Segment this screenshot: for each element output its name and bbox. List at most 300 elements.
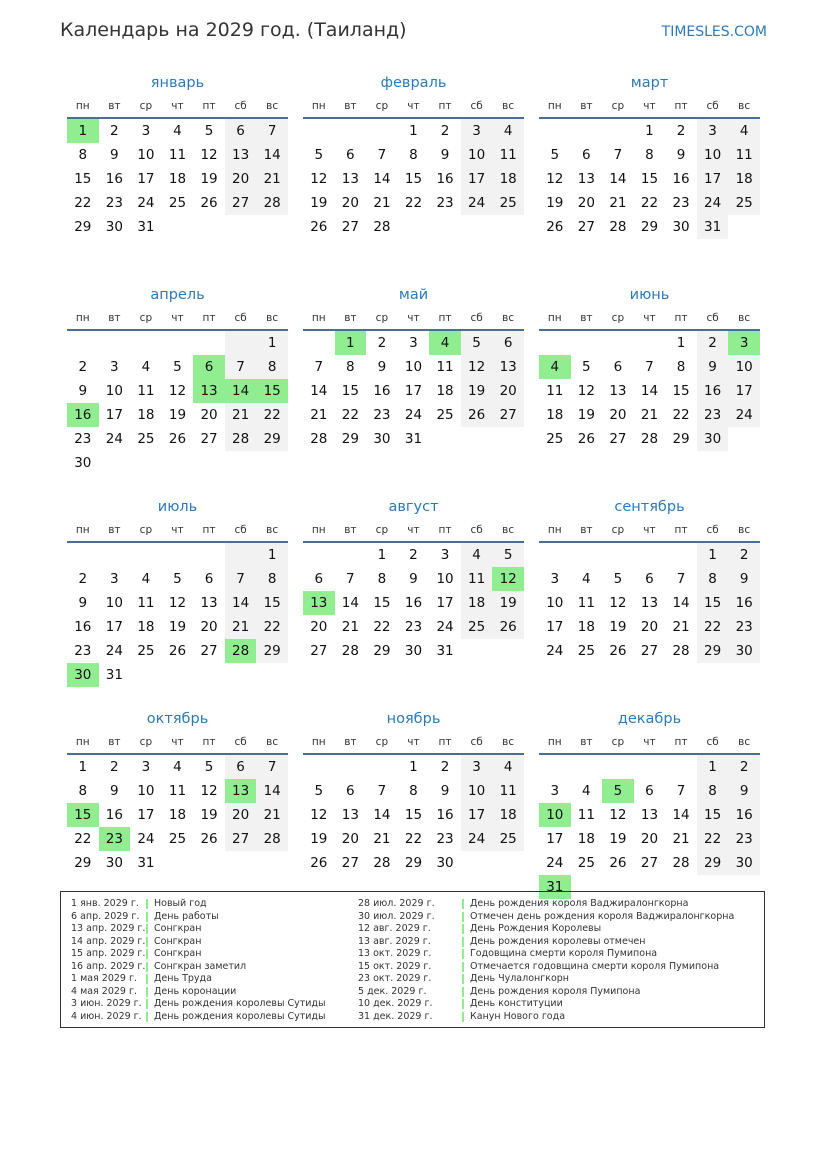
legend-row (358, 911, 764, 924)
legend-date: 30 июл. 2029 г. (358, 910, 435, 922)
day-cell: 5 (204, 123, 214, 139)
day-cell: 7 (256, 755, 288, 779)
legend-date: 13 окт. 2029 г. (358, 948, 432, 959)
day-cell: 18 (461, 591, 493, 615)
day-cell: 8 (409, 147, 418, 163)
day-cell: 27 (200, 643, 218, 659)
day-cell: 20 (609, 407, 627, 423)
weekday-label: ср (375, 736, 389, 748)
day-cell: 26 (310, 219, 328, 235)
weekday-label: вс (266, 100, 279, 112)
day-cell: 22 (256, 403, 288, 427)
weekday-label: пт (438, 100, 452, 112)
legend-date: 16 апр. 2029 г. (71, 960, 146, 972)
legend-marker (462, 974, 464, 984)
weekday-label: сб (470, 524, 483, 536)
day-cell: 8 (256, 567, 288, 591)
day-cell: 29 (672, 431, 690, 447)
day-cell: 23 (74, 643, 92, 659)
day-cell: 25 (436, 407, 454, 423)
weekday-header (539, 520, 760, 543)
weekday-label: сб (706, 100, 719, 112)
legend-row (71, 948, 358, 961)
day-cell: 12 (310, 807, 328, 823)
day-cell: 24 (697, 191, 729, 215)
day-cell: 28 (373, 855, 391, 871)
day-cell: 22 (640, 195, 659, 211)
day-cell: 24 (105, 643, 123, 659)
day-cell: 8 (697, 779, 729, 803)
day-cell: 12 (461, 355, 493, 379)
day-cell: 3 (697, 119, 729, 143)
weekday-label: чт (643, 100, 656, 112)
empty-day-cell (162, 543, 194, 567)
weekday-label: пн (311, 736, 326, 748)
day-cell: 11 (492, 143, 524, 167)
weekday-label: сб (470, 312, 483, 324)
legend-marker (462, 937, 464, 947)
day-cell: 10 (105, 383, 123, 399)
day-cell: 7 (314, 359, 324, 375)
legend-holiday-name: День рождения королевы отмечен (470, 935, 646, 947)
day-cell: 14 (672, 807, 690, 823)
legend-marker (146, 1012, 148, 1022)
day-cell: 3 (440, 547, 450, 563)
day-cell: 22 (341, 407, 359, 423)
month-calendar (303, 494, 524, 685)
holiday-day-cell: 14 (225, 379, 257, 403)
weekday-label: ср (611, 100, 625, 112)
day-cell: 16 (697, 379, 729, 403)
legend-column-right (358, 898, 764, 1027)
month-name: февраль (380, 75, 447, 91)
day-cell: 26 (609, 855, 627, 871)
day-cell: 7 (676, 571, 686, 587)
day-cell: 26 (492, 615, 524, 639)
day-cell: 19 (609, 831, 627, 847)
weekday-label: вс (266, 524, 279, 536)
month-calendar (67, 70, 288, 261)
month-name: июль (157, 499, 198, 515)
day-cell: 25 (728, 191, 760, 215)
holiday-day-cell: 1 (335, 331, 367, 355)
weekday-label: пн (75, 100, 90, 112)
weekday-label: вт (344, 312, 357, 324)
day-cell: 7 (346, 571, 355, 587)
day-cell: 28 (310, 431, 328, 447)
empty-day-cell (602, 331, 634, 355)
day-cell: 29 (74, 855, 92, 871)
site-link[interactable]: TIMESLES.COM (661, 24, 767, 40)
day-cell: 10 (697, 143, 729, 167)
day-cell: 19 (461, 379, 493, 403)
weekday-header (303, 520, 524, 543)
weekday-label: сб (706, 524, 719, 536)
empty-day-cell (634, 543, 666, 567)
day-cell: 27 (200, 431, 218, 447)
weekday-label: ср (139, 736, 153, 748)
weekday-label: чт (171, 736, 184, 748)
weekday-label: пн (547, 524, 562, 536)
day-cell: 20 (341, 195, 359, 211)
legend-date: 5 дек. 2029 г. (358, 985, 427, 997)
legend-row (71, 898, 358, 911)
legend-holiday-name: Сонгкран (154, 948, 202, 959)
empty-day-cell (130, 331, 162, 355)
weekday-label: пн (311, 100, 326, 112)
legend-row (71, 986, 358, 999)
weekday-label: пн (547, 736, 562, 748)
day-cell: 19 (200, 171, 218, 187)
day-cell: 14 (225, 591, 257, 615)
day-cell: 22 (373, 619, 391, 635)
day-cell: 16 (373, 383, 391, 399)
day-cell: 8 (409, 783, 418, 799)
day-cell: 11 (168, 147, 187, 163)
day-cell: 7 (377, 783, 387, 799)
days-grid (303, 755, 524, 875)
weekday-label: чт (643, 524, 656, 536)
month-calendar (539, 282, 760, 473)
day-cell: 13 (341, 807, 359, 823)
day-cell: 24 (546, 855, 564, 871)
legend-holiday-name: День Рождения Королевы (470, 923, 602, 934)
day-cell: 4 (141, 571, 151, 587)
empty-day-cell (366, 755, 398, 779)
empty-day-cell (67, 331, 99, 355)
legend-date: 10 дек. 2029 г. (358, 998, 433, 1009)
legend-holiday-name: День работы (154, 910, 219, 922)
weekday-header (303, 96, 524, 119)
day-cell: 4 (582, 783, 591, 799)
day-cell: 2 (110, 123, 119, 139)
weekday-header (67, 96, 288, 119)
day-cell: 18 (168, 807, 187, 823)
day-cell: 11 (728, 143, 760, 167)
day-cell: 3 (141, 759, 151, 775)
day-cell: 26 (310, 855, 328, 871)
holiday-day-cell: 10 (539, 803, 571, 827)
day-cell: 27 (341, 855, 359, 871)
day-cell: 9 (78, 595, 88, 611)
day-cell: 19 (310, 195, 328, 211)
weekday-label: сб (470, 100, 483, 112)
day-cell: 21 (256, 803, 288, 827)
day-cell: 5 (314, 147, 324, 163)
holiday-day-cell: 15 (256, 379, 288, 403)
day-cell: 11 (168, 783, 187, 799)
weekday-header (303, 732, 524, 755)
day-cell: 31 (697, 215, 729, 239)
legend-marker (146, 999, 148, 1009)
day-cell: 17 (137, 171, 155, 187)
day-cell: 28 (256, 827, 288, 851)
day-cell: 30 (697, 427, 729, 451)
day-cell: 25 (168, 195, 187, 211)
legend-marker (146, 912, 148, 922)
weekday-label: вт (344, 736, 357, 748)
day-cell: 12 (168, 383, 187, 399)
day-cell: 6 (204, 571, 214, 587)
day-cell: 6 (346, 147, 355, 163)
weekday-header (539, 732, 760, 755)
weekday-label: пт (438, 312, 452, 324)
day-cell: 29 (341, 431, 359, 447)
day-cell: 3 (461, 755, 493, 779)
day-cell: 18 (577, 831, 595, 847)
empty-day-cell (634, 755, 666, 779)
day-cell: 29 (697, 851, 729, 875)
legend-marker (462, 999, 464, 1009)
day-cell: 3 (110, 359, 119, 375)
weekday-label: вс (266, 312, 279, 324)
day-cell: 13 (640, 807, 659, 823)
day-cell: 20 (200, 407, 218, 423)
weekday-label: сб (470, 736, 483, 748)
day-cell: 11 (137, 595, 155, 611)
day-cell: 25 (137, 431, 155, 447)
empty-day-cell (99, 331, 131, 355)
day-cell: 20 (640, 831, 659, 847)
page-title: Календарь на 2029 год. (Таиланд) (60, 19, 407, 41)
day-cell: 30 (74, 455, 92, 471)
empty-day-cell (67, 543, 99, 567)
empty-day-cell (193, 331, 225, 355)
day-cell: 5 (492, 543, 524, 567)
day-cell: 26 (577, 431, 595, 447)
day-cell: 10 (728, 355, 760, 379)
legend-marker (146, 987, 148, 997)
day-cell: 10 (546, 595, 564, 611)
weekday-label: ср (611, 312, 625, 324)
day-cell: 29 (74, 219, 92, 235)
day-cell: 9 (110, 783, 119, 799)
day-cell: 12 (577, 383, 595, 399)
weekday-label: чт (171, 312, 184, 324)
weekday-label: вс (738, 312, 751, 324)
day-cell: 17 (546, 831, 564, 847)
weekday-label: пн (75, 312, 90, 324)
holiday-day-cell: 5 (602, 779, 634, 803)
days-grid (67, 543, 288, 687)
days-grid (303, 119, 524, 239)
holiday-day-cell: 1 (67, 119, 99, 143)
weekday-label: ср (611, 736, 625, 748)
day-cell: 9 (728, 779, 760, 803)
days-grid (303, 331, 524, 451)
day-cell: 31 (436, 643, 454, 659)
day-cell: 9 (697, 355, 729, 379)
legend-date: 12 авг. 2029 г. (358, 923, 431, 934)
day-cell: 9 (409, 571, 418, 587)
month-calendar (539, 706, 760, 897)
day-cell: 28 (640, 431, 659, 447)
day-cell: 3 (110, 571, 119, 587)
day-cell: 14 (373, 171, 391, 187)
day-cell: 7 (225, 567, 257, 591)
month-name: октябрь (146, 711, 209, 727)
empty-day-cell (539, 755, 571, 779)
day-cell: 27 (640, 855, 659, 871)
month-calendar (303, 70, 524, 261)
day-cell: 27 (609, 431, 627, 447)
days-grid (539, 543, 760, 663)
day-cell: 18 (728, 167, 760, 191)
day-cell: 26 (168, 643, 187, 659)
day-cell: 28 (609, 219, 627, 235)
day-cell: 1 (256, 543, 288, 567)
day-cell: 21 (373, 195, 391, 211)
day-cell: 25 (461, 615, 493, 639)
day-cell: 11 (461, 567, 493, 591)
day-cell: 30 (672, 219, 690, 235)
legend-marker (462, 962, 464, 972)
legend-row (358, 986, 764, 999)
day-cell: 17 (461, 803, 493, 827)
day-cell: 15 (640, 171, 659, 187)
day-cell: 11 (137, 383, 155, 399)
day-cell: 14 (672, 595, 690, 611)
day-cell: 23 (105, 195, 123, 211)
month-calendar (67, 494, 288, 685)
day-cell: 2 (377, 335, 387, 351)
legend-holiday-name: День рождения королевы Сутиды (154, 1010, 326, 1022)
day-cell: 14 (341, 595, 359, 611)
weekday-label: вс (502, 100, 515, 112)
weekday-header (67, 520, 288, 543)
day-cell: 4 (492, 755, 524, 779)
day-cell: 12 (200, 147, 218, 163)
day-cell: 4 (728, 119, 760, 143)
day-cell: 25 (168, 831, 187, 847)
weekday-label: пт (674, 736, 688, 748)
days-grid (67, 331, 288, 475)
weekday-label: ср (375, 312, 389, 324)
day-cell: 10 (436, 571, 454, 587)
weekday-label: сб (234, 524, 247, 536)
day-cell: 2 (78, 359, 88, 375)
day-cell: 6 (645, 571, 654, 587)
day-cell: 25 (492, 191, 524, 215)
day-cell: 1 (256, 331, 288, 355)
legend-holiday-name: День рождения короля Пумипона (470, 985, 641, 997)
month-name: май (398, 287, 429, 303)
day-cell: 23 (728, 615, 760, 639)
month-calendar (67, 282, 288, 473)
day-cell: 29 (373, 643, 391, 659)
legend-marker (462, 899, 464, 909)
day-cell: 21 (225, 615, 257, 639)
day-cell: 25 (577, 643, 595, 659)
day-cell: 8 (78, 783, 88, 799)
day-cell: 5 (550, 147, 560, 163)
day-cell: 21 (640, 407, 659, 423)
day-cell: 12 (609, 807, 627, 823)
day-cell: 6 (492, 331, 524, 355)
day-cell: 16 (672, 171, 690, 187)
day-cell: 12 (546, 171, 564, 187)
legend-holiday-name: День Чулалонгкорн (470, 973, 570, 984)
legend-holiday-name: Новый год (154, 898, 207, 909)
day-cell: 17 (404, 383, 423, 399)
day-cell: 26 (200, 831, 218, 847)
month-calendar (539, 70, 760, 261)
legend-holiday-name: Канун Нового года (470, 1010, 566, 1022)
day-cell: 19 (546, 195, 564, 211)
day-cell: 18 (577, 619, 595, 635)
day-cell: 29 (640, 219, 659, 235)
day-cell: 28 (373, 219, 391, 235)
weekday-label: ср (375, 100, 389, 112)
day-cell: 30 (436, 855, 454, 871)
day-cell: 19 (200, 807, 218, 823)
weekday-header (67, 308, 288, 331)
weekday-label: сб (706, 736, 719, 748)
empty-day-cell (602, 119, 634, 143)
weekday-header (67, 732, 288, 755)
day-cell: 19 (168, 619, 187, 635)
day-cell: 27 (310, 643, 328, 659)
empty-day-cell (571, 543, 603, 567)
legend-marker (146, 937, 148, 947)
month-calendar (67, 706, 288, 897)
day-cell: 25 (546, 431, 564, 447)
empty-day-cell (665, 755, 697, 779)
legend-marker (146, 974, 148, 984)
month-name: апрель (150, 287, 205, 303)
day-cell: 23 (404, 619, 423, 635)
weekday-label: пн (75, 736, 90, 748)
weekday-label: пт (202, 524, 216, 536)
day-cell: 18 (436, 383, 454, 399)
day-cell: 3 (141, 123, 151, 139)
day-cell: 16 (436, 807, 454, 823)
legend-holiday-name: Годовщина смерти короля Пумипона (470, 948, 658, 959)
weekday-label: вт (108, 736, 121, 748)
days-grid (67, 119, 288, 239)
day-cell: 14 (640, 383, 659, 399)
legend-holiday-name: Отмечен день рождения короля Ваджиралонгкорна (470, 910, 735, 922)
holiday-day-cell: 31 (539, 875, 571, 899)
day-cell: 23 (74, 431, 92, 447)
month-name: ноябрь (386, 711, 441, 727)
day-cell: 15 (373, 595, 391, 611)
day-cell: 31 (105, 667, 123, 683)
legend-holiday-name: Сонгкран заметил (154, 960, 247, 972)
legend-date: 15 окт. 2029 г. (358, 960, 432, 972)
day-cell: 24 (404, 407, 423, 423)
day-cell: 24 (105, 431, 123, 447)
weekday-label: ср (139, 524, 153, 536)
day-cell: 2 (728, 755, 760, 779)
day-cell: 20 (341, 831, 359, 847)
day-cell: 21 (310, 407, 328, 423)
day-cell: 1 (409, 759, 418, 775)
weekday-label: ср (611, 524, 625, 536)
empty-day-cell (99, 543, 131, 567)
legend-column-left (71, 898, 358, 1027)
weekday-header (303, 308, 524, 331)
legend-holiday-name: Отмечается годовщина смерти короля Пумипона (470, 960, 720, 972)
day-cell: 13 (577, 171, 595, 187)
weekday-label: сб (706, 312, 719, 324)
holiday-day-cell: 12 (492, 567, 524, 591)
empty-day-cell (665, 543, 697, 567)
day-cell: 5 (613, 571, 623, 587)
weekday-label: чт (643, 312, 656, 324)
weekday-label: ср (375, 524, 389, 536)
weekday-label: пт (674, 100, 688, 112)
